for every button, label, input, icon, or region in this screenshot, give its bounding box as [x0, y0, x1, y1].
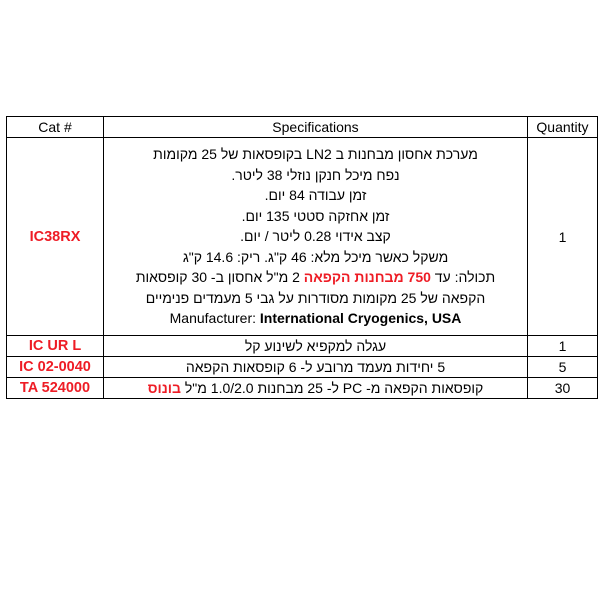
quantity: 30 — [528, 378, 598, 399]
spec-line: זמן עבודה 84 יום. — [264, 187, 367, 204]
header-quantity: Quantity — [528, 117, 598, 138]
spec-line: נפח מיכל חנקן נוזלי 38 ליטר. — [231, 166, 400, 183]
cat-number: IC 02-0040 — [7, 357, 104, 378]
table-row — [7, 357, 598, 378]
spec-text: קופסאות הקפאה מ- PC ל- 25 מבחנות 1.0/2.0 מ"ל — [180, 380, 484, 396]
specifications-cell — [104, 378, 528, 399]
specifications-table — [6, 116, 598, 399]
table-row — [7, 336, 598, 357]
manufacturer-label: Manufacturer: — [169, 310, 260, 327]
spec-line: זמן אחזקה סטטי 135 יום. — [241, 207, 390, 224]
capacity-prefix: תכולה: עד — [430, 269, 496, 286]
specifications-cell: עגלה למקפיא לשינוע קל — [104, 336, 528, 357]
spec-line: מערכת אחסון מבחנות ב LN2 בקופסאות של 25 מקומות — [153, 146, 478, 163]
manufacturer-line — [104, 308, 527, 329]
quantity: 1 — [528, 336, 598, 357]
specifications-cell: 5 יחידות מעמד מרובע ל- 6 קופסאות הקפאה — [104, 357, 528, 378]
specifications-cell — [104, 138, 528, 336]
cat-number: TA 524000 — [7, 378, 104, 399]
manufacturer-name: International Cryogenics, USA — [259, 310, 462, 327]
capacity-suffix: 2 מ"ל אחסון ב- 30 קופסאות — [135, 269, 304, 286]
header-row — [7, 117, 598, 138]
spec-line: קצב אידוי 0.28 ליטר / יום. — [240, 228, 391, 245]
cat-number: IC UR L — [7, 336, 104, 357]
header-specifications: Specifications — [104, 117, 528, 138]
table-row — [7, 378, 598, 399]
spec-line: משקל כאשר מיכל מלא: 46 ק"ג. ריק: 14.6 ק"ג — [182, 248, 449, 265]
quantity: 1 — [528, 138, 598, 336]
bonus-label: בונוס — [147, 380, 181, 396]
table-row — [7, 138, 598, 336]
header-cat: Cat # — [7, 117, 104, 138]
spec-line: הקפאה של 25 מקומות מסודרות על גבי 5 מעמדים פנימיים — [145, 289, 486, 306]
quantity: 5 — [528, 357, 598, 378]
cat-number: IC38RX — [7, 138, 104, 336]
capacity-line — [104, 267, 527, 288]
capacity-highlight: 750 מבחנות הקפאה — [303, 269, 431, 286]
